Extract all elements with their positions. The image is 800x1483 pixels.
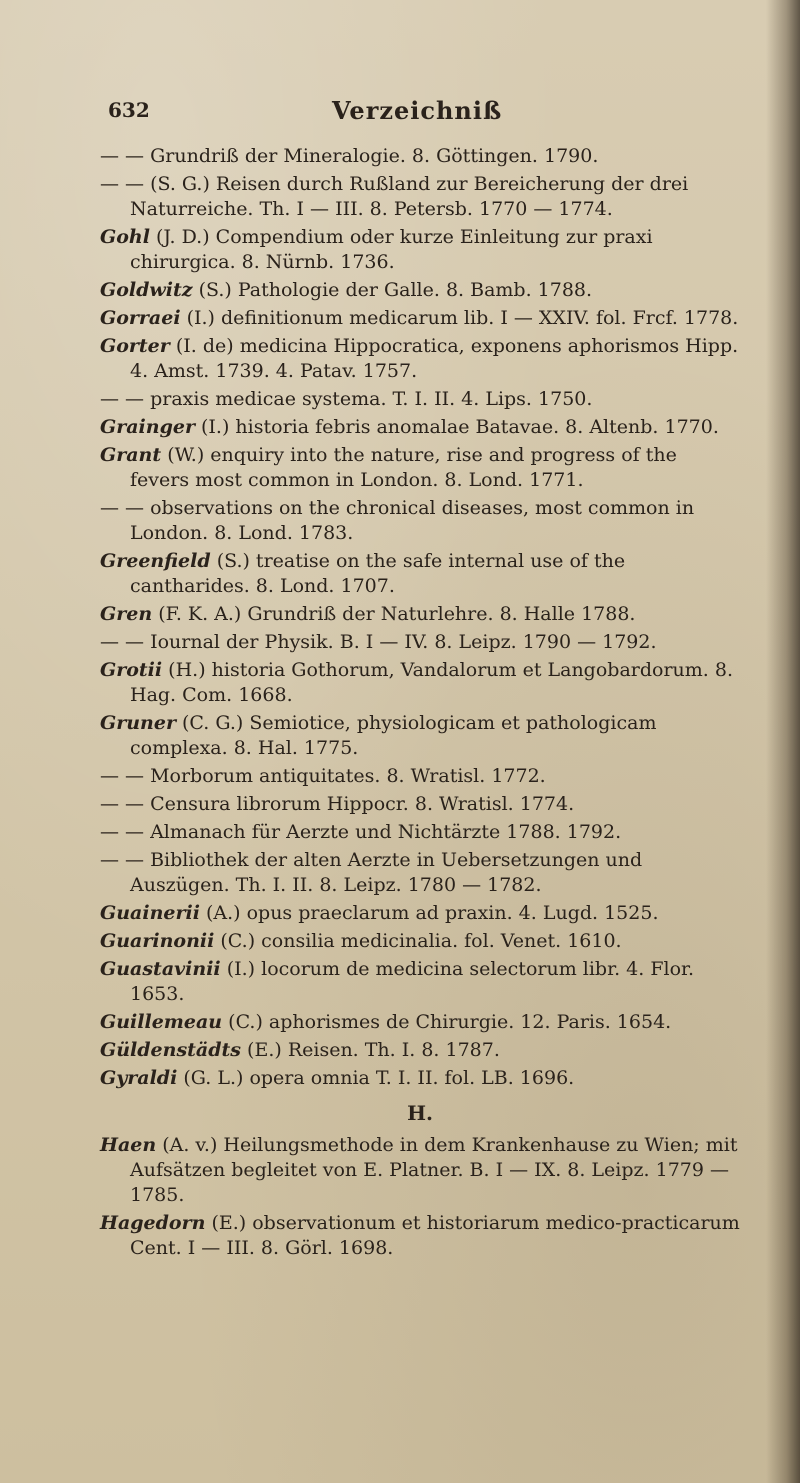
- index-entry: — — praxis medicae systema. T. I. II. 4. Lips. 1750.: [100, 388, 593, 410]
- index-entry: Guastavinii (I.) locorum de medicina selectorum libr. 4. Flor. 1653.: [100, 958, 695, 1005]
- running-head: [96, 96, 736, 132]
- index-entry: — — Morborum antiquitates. 8. Wratisl. 1772.: [100, 765, 546, 787]
- index-entry: — — Censura librorum Hippocr. 8. Wratisl. 1774.: [100, 793, 575, 815]
- index-entry: Gyraldi (G. L.) opera omnia T. I. II. fol. LB. 1696.: [100, 1067, 575, 1089]
- index-entry: Greenfield (S.) treatise on the safe internal use of the cantharides. 8. Lond. 1707.: [100, 550, 626, 597]
- index-entry: Gren (F. K. A.) Grundriß der Naturlehre. 8. Halle 1788.: [100, 603, 636, 625]
- index-entry: — — Iournal der Physik. B. I — IV. 8. Leipz. 1790 — 1792.: [100, 631, 657, 653]
- index-entry: — — Bibliothek der alten Aerzte in Uebersetzungen und Auszügen. Th. I. II. 8. Leipz. 1780 — 1782.: [100, 849, 643, 896]
- index-entry: — — Almanach für Aerzte und Nichtärzte 1788. 1792.: [100, 821, 622, 843]
- page-edge-shadow: [766, 0, 800, 1483]
- index-entry: — — Grundriß der Mineralogie. 8. Göttingen. 1790.: [100, 145, 599, 167]
- index-entry: Hagedorn (E.) observationum et historiarum medico-practicarum Cent. I — III. 8. Görl. 1698.: [100, 1212, 740, 1259]
- index-entry: Goldwitz (S.) Pathologie der Galle. 8. Bamb. 1788.: [100, 279, 593, 301]
- section-letter: H.: [407, 1101, 433, 1125]
- index-entry: Güldenstädts (E.) Reisen. Th. I. 8. 1787.: [100, 1039, 500, 1061]
- index-entry: Guillemeau (C.) aphorismes de Chirurgie. 12. Paris. 1654.: [100, 1011, 672, 1033]
- index-entry: — — (S. G.) Reisen durch Rußland zur Bereicherung der drei Naturreiche. Th. I — III. 8. Petersb. 1770 — 1774.: [100, 173, 689, 220]
- index-entry: Gorter (I. de) medicina Hippocratica, exponens aphorismos Hipp. 4. Amst. 1739. 4. Patav. 1757.: [100, 335, 739, 382]
- index-entry: Gorraei (I.) definitionum medicarum lib. I — XXIV. fol. Frcf. 1778.: [100, 307, 739, 329]
- index-entries: [100, 144, 740, 1264]
- page-title: Verzeichniß: [332, 96, 503, 125]
- index-entry: Gruner (C. G.) Semiotice, physiologicam et pathologicam complexa. 8. Hal. 1775.: [100, 712, 657, 759]
- page-number: 632: [108, 98, 150, 122]
- index-entry: Guarinonii (C.) consilia medicinalia. fol. Venet. 1610.: [100, 930, 622, 952]
- index-entry: Grant (W.) enquiry into the nature, rise and progress of the fevers most common in London. 8. Lond. 1771.: [100, 444, 677, 491]
- index-entry: Grainger (I.) historia febris anomalae Batavae. 8. Altenb. 1770.: [100, 416, 719, 438]
- index-entry: Guainerii (A.) opus praeclarum ad praxin. 4. Lugd. 1525.: [100, 902, 659, 924]
- index-entry: Haen (A. v.) Heilungsmethode in dem Krankenhause zu Wien; mit Aufsätzen begleitet von E. Platner. B. I — IX. 8. Leipz. 1779 — 1785.: [100, 1134, 738, 1206]
- index-entry: Grotii (H.) historia Gothorum, Vandalorum et Langobardorum. 8. Hag. Com. 1668.: [100, 659, 733, 706]
- index-entry: — — observations on the chronical diseases, most common in London. 8. Lond. 1783.: [100, 497, 695, 544]
- index-entry: Gohl (J. D.) Compendium oder kurze Einleitung zur praxi chirurgica. 8. Nürnb. 1736.: [100, 226, 653, 273]
